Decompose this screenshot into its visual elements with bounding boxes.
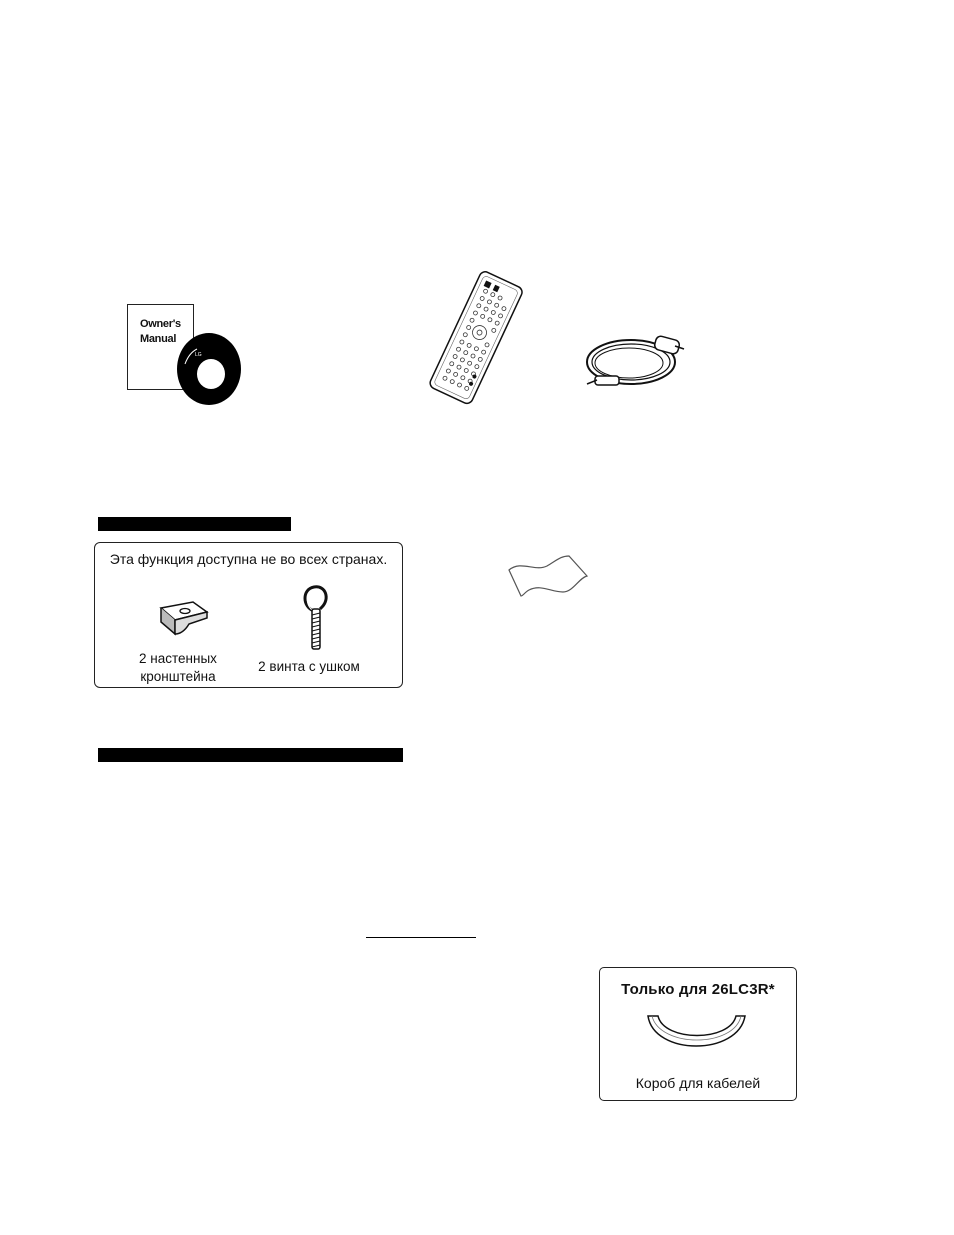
eye-bolt-label: 2 винта с ушком	[258, 659, 360, 674]
section-header-bar-2	[98, 748, 403, 762]
cable-holder-label: Короб для кабелей	[635, 1075, 761, 1091]
wall-bracket-label-line1: 2 настенных	[139, 651, 217, 666]
underline-rule	[366, 937, 476, 938]
manual-label-line1: Owner's	[140, 318, 181, 330]
cable-holder-title: Только для 26LC3R*	[621, 981, 775, 998]
power-cord-icon	[583, 332, 688, 392]
wall-bracket-icon	[157, 598, 211, 638]
cd-logo-text: LG	[195, 352, 202, 358]
remote-control-icon	[415, 266, 539, 410]
availability-note: Эта функция доступна не во всех странах.	[109, 551, 388, 567]
wall-bracket-label	[120, 650, 236, 686]
polishing-cloth-icon	[507, 554, 589, 598]
cable-holder-icon	[644, 1012, 749, 1056]
eye-bolt-icon	[300, 583, 334, 653]
wall-bracket-label-line2: кронштейна	[140, 669, 216, 684]
cd-disc-icon	[175, 331, 241, 405]
section-header-bar	[98, 517, 291, 531]
manual-label-line2: Manual	[140, 333, 177, 345]
